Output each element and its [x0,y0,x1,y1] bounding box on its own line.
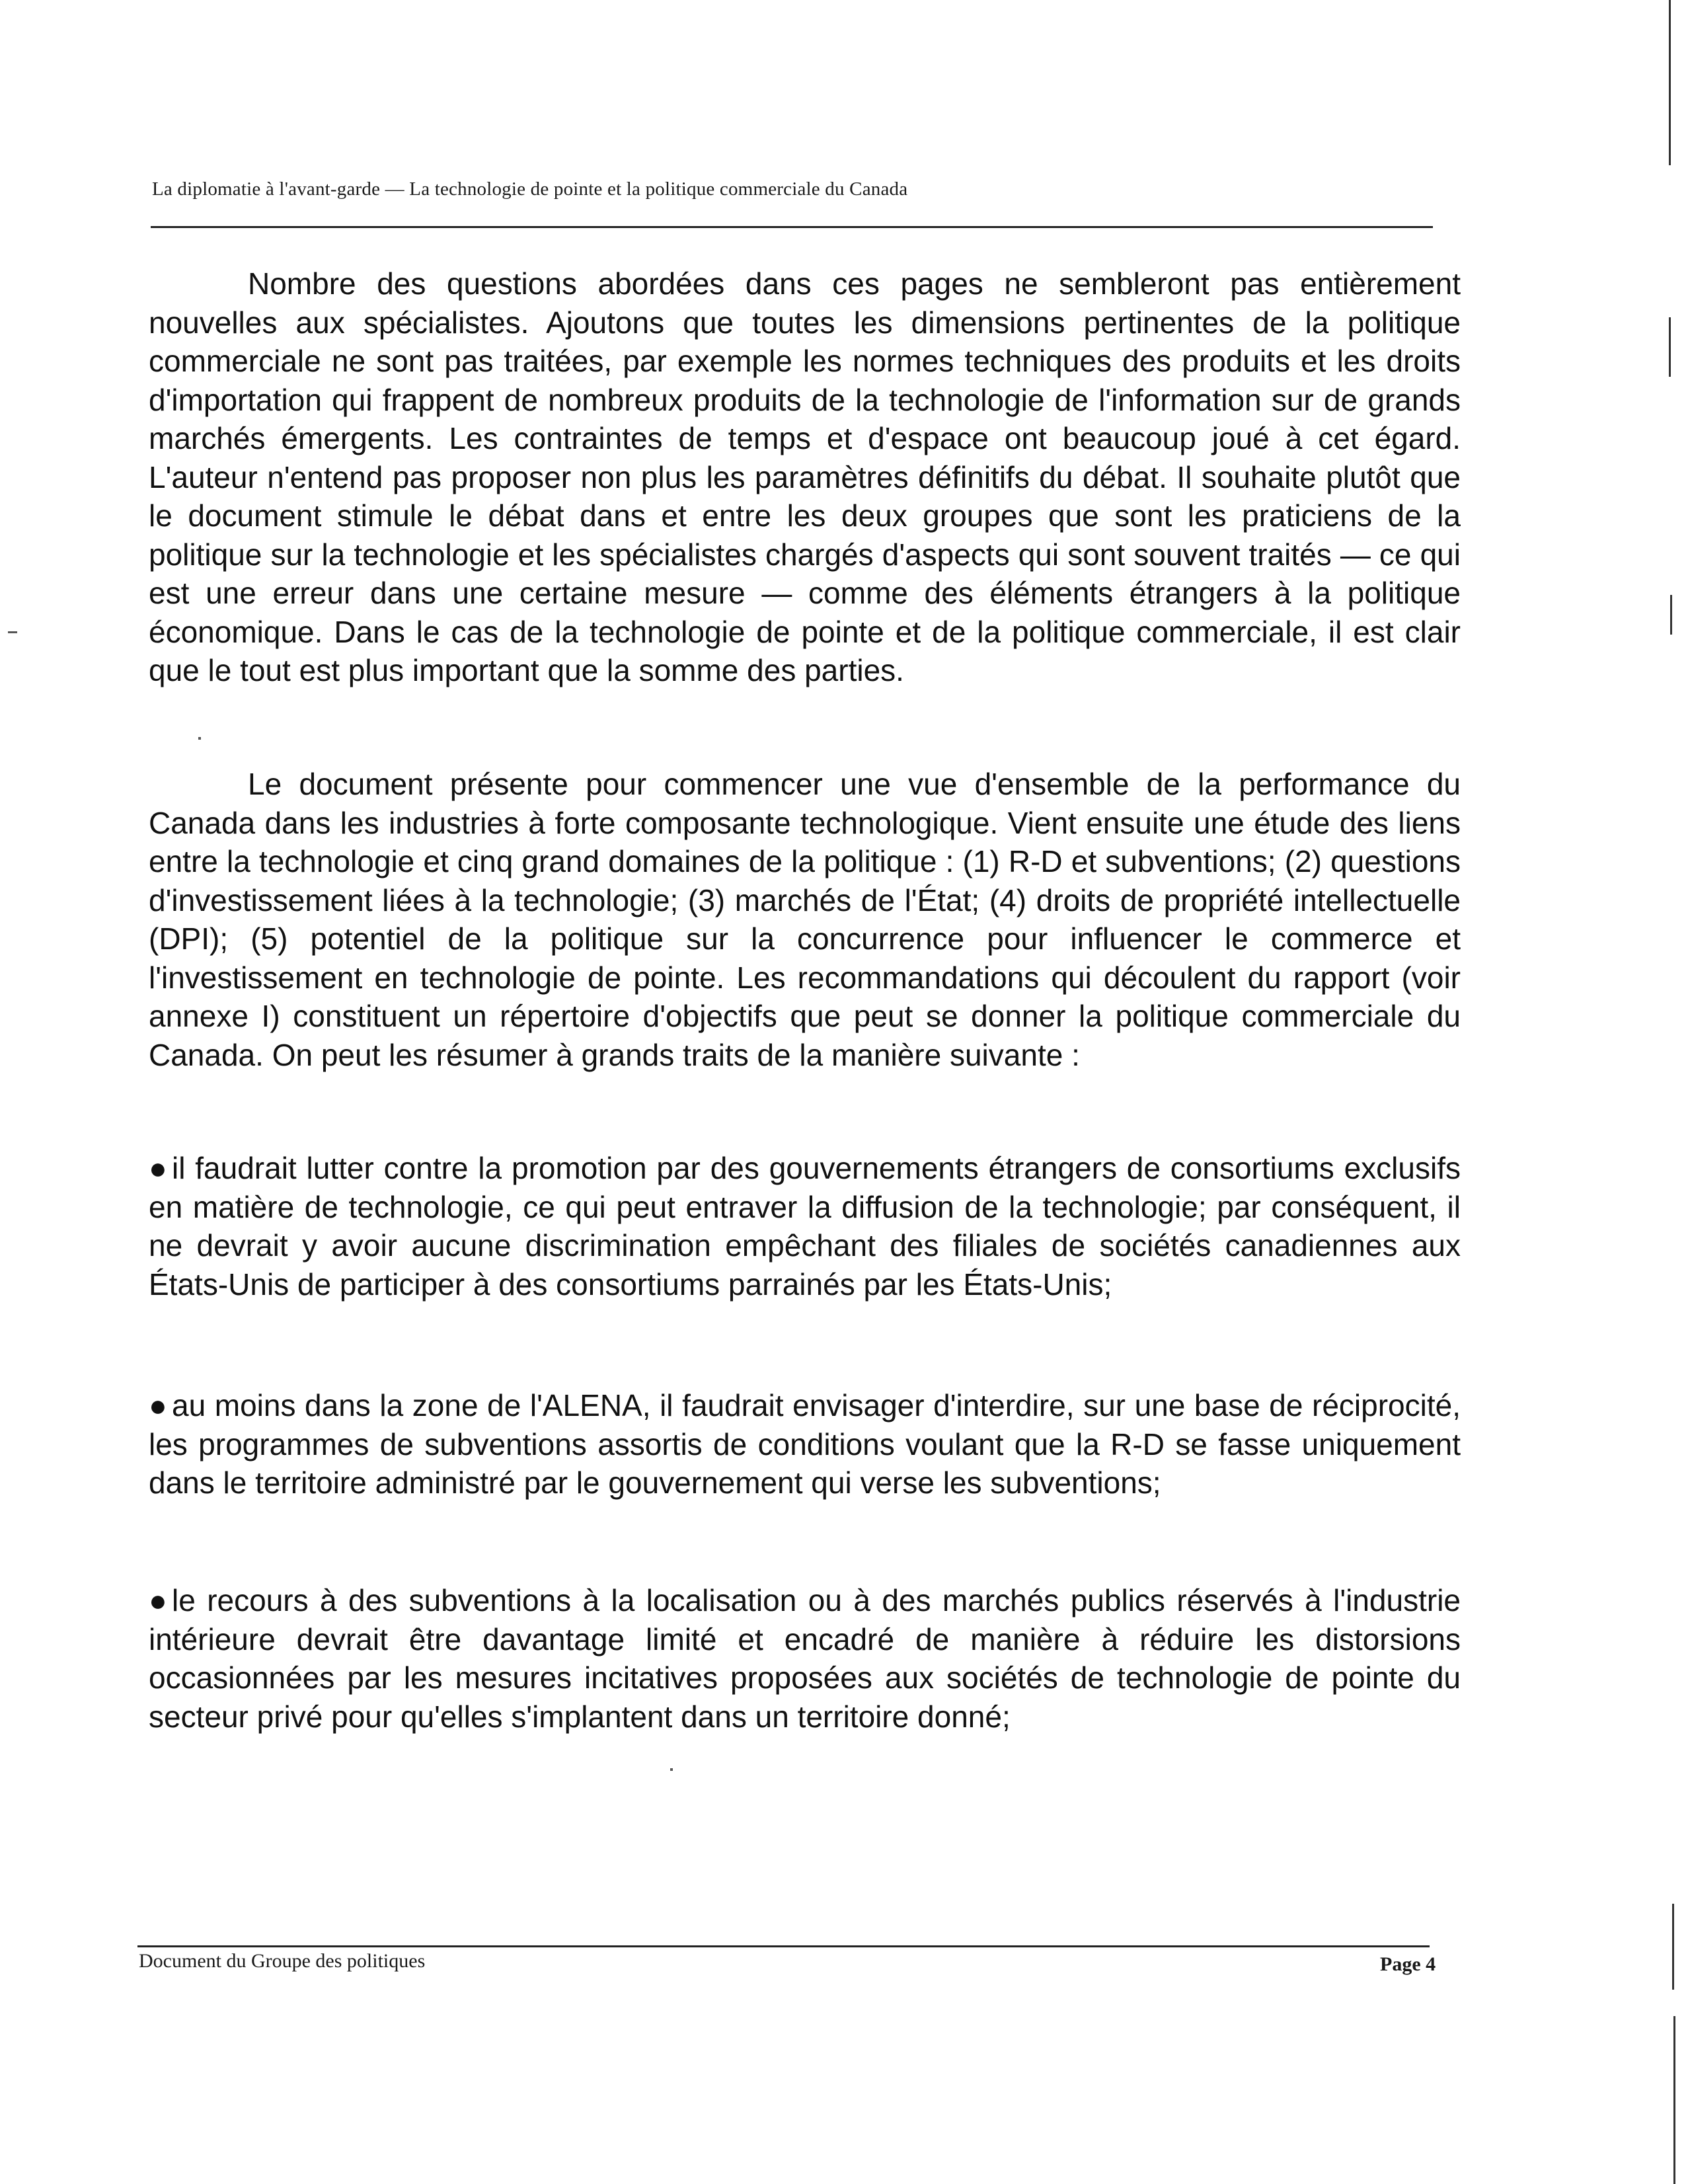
paragraph-2: Le document présente pour commencer une vue d'ensemble de la performance du Canada dans les industries à forte composante technologique. Vient ensuite une étude des liens entre la technologie et cinq grand domaines de la politique : (1) R-D et subventions; (2) questions d'investissement liées à la technologie; (3) marchés de l'État; (4) droits de propriété intellectuelle (DPI); (5) potentiel de la politique sur la concurrence pour influencer le commerce et l'investissement en technologie de pointe. Les recommandations qui découlent du rapport (voir annexe I) constituent un répertoire d'objectifs que peut se donner la politique commerciale du Canada. On peut les résumer à grands traits de la manière suivante : [149,767,1461,1072]
scan-edge-line [1673,2016,1675,2184]
scan-edge-line [1670,595,1672,635]
scan-edge-line [1669,0,1671,165]
footer-rule [137,1945,1430,1947]
bullet-icon: ● [149,1151,167,1185]
bullet-text: le recours à des subventions à la localisation ou à des marchés publics réservés à l'industrie intérieure devrait être davantage limité et encadré de manière à réduire les distorsions occasionnées par les mesures incitatives proposées aux sociétés de technologie de pointe du secteur privé pour qu'elles s'implantent dans un territoire donné; [149,1583,1461,1734]
bullet-item-1 [149,1149,1461,1304]
paragraph-1: Nombre des questions abordées dans ces pages ne sembleront pas entièrement nouvelles aux spécialistes. Ajoutons que toutes les dimensions pertinentes de la politique commerciale ne sont pas traitées, par exemple les normes techniques des produits et les droits d'importation qui frappent de nombreux produits de la technologie de l'information sur de grands marchés émergents. Les contraintes de temps et d'espace ont beaucoup joué à cet égard. L'auteur n'entend pas proposer non plus les paramètres définitifs du débat. Il souhaite plutôt que le document stimule le débat dans et entre les deux groupes que sont les praticiens de la politique sur la technologie et les spécialistes chargés d'aspects qui sont souvent traités — ce qui est une erreur dans une certaine mesure — comme des éléments étrangers à la politique économique. Dans le cas de la technologie de pointe et de la politique commerciale, il est clair que le tout est plus important que la somme des parties. [149,266,1461,687]
bullet-text: il faudrait lutter contre la promotion par des gouvernements étrangers de consortiums exclusifs en matière de technologie, ce qui peut entraver la diffusion de la technologie; par conséquent, il ne devrait y avoir aucune discrimination empêchant des filiales de sociétés canadiennes aux États-Unis de participer à des consortiums parrainés par les États-Unis; [149,1151,1461,1302]
scan-speck [198,737,201,740]
scan-edge-line [1669,317,1671,377]
footer-page-number: Page 4 [1380,1953,1436,1975]
footer-document-label: Document du Groupe des politiques [139,1950,426,1972]
bullet-item-2 [149,1386,1461,1502]
running-header: La diplomatie à l'avant-garde — La technologie de pointe et la politique commerciale du Canada [152,178,908,200]
header-rule [151,226,1433,228]
scan-edge-line [1672,1904,1674,1990]
bullet-text: au moins dans la zone de l'ALENA, il faudrait envisager d'interdire, sur une base de réciprocité, les programmes de subventions assortis de conditions voulant que la R-D se fasse uniquement dans le territoire administré par le gouvernement qui verse les subventions; [149,1388,1461,1500]
bullet-icon: ● [149,1388,167,1423]
bullet-item-3 [149,1581,1461,1736]
scan-speck [670,1768,673,1771]
scan-speck [8,631,17,633]
bullet-icon: ● [149,1583,167,1618]
